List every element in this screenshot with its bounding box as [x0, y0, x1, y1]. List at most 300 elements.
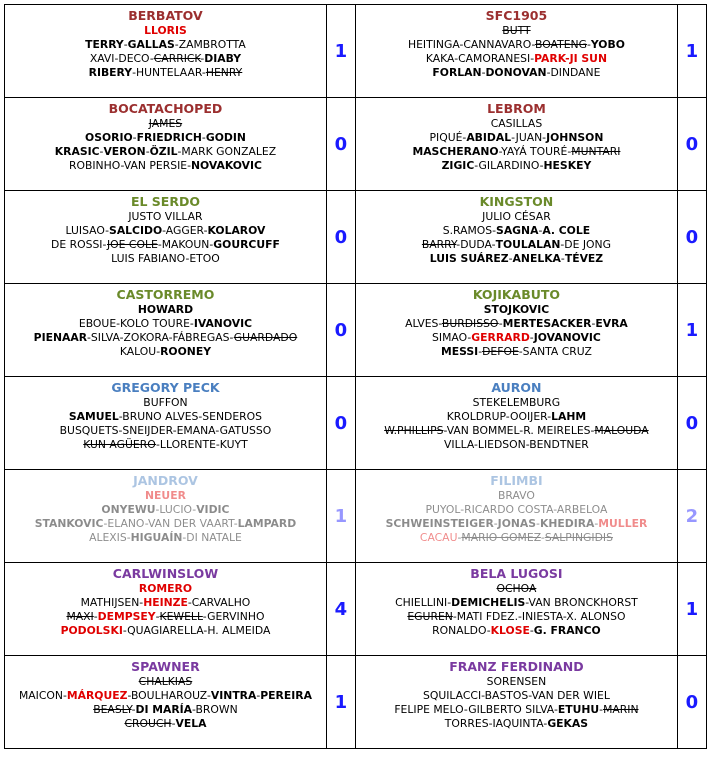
match-row: [5, 284, 707, 377]
player-name: STEKELEMBURG: [472, 396, 561, 409]
player-name: HEINZE: [143, 596, 188, 609]
separator: -: [594, 517, 599, 530]
away-team-cell: [355, 5, 677, 98]
away-score-cell: [677, 98, 706, 191]
player-name: YOBO: [590, 38, 625, 51]
player-name: DONOVAN: [485, 66, 547, 79]
player-name: PUYOL-RICARDO COSTA-ARBELOA: [425, 503, 608, 516]
player-name: XAVI-DECO-: [89, 52, 154, 65]
player-name: DEMICHELIS: [451, 596, 526, 609]
lineup-line: [356, 38, 677, 52]
away-team-cell: [355, 377, 677, 470]
player-name: BUSQUETS-SNEIJDER-EMANA-GATUSSO: [59, 424, 272, 437]
away-team-cell: [355, 656, 677, 749]
home-score-cell: [326, 98, 355, 191]
player-name: FRIEDRICH: [136, 131, 202, 144]
lineup-line: [5, 438, 326, 452]
player-name: FELIPE MELO-GILBERTO SILVA-: [394, 703, 558, 716]
fixtures-table: [4, 4, 707, 749]
lineup-line: [356, 131, 677, 145]
away-score-cell: [677, 470, 706, 563]
player-name: KLOSE: [490, 624, 530, 637]
lineup-line: [5, 396, 326, 410]
player-name: MATHIJSEN-: [80, 596, 144, 609]
separator: -: [538, 224, 543, 237]
lineup-line: [5, 117, 326, 131]
player-name: VILLA-LIEDSON-BENDTNER: [444, 438, 589, 451]
separator: -: [529, 331, 534, 344]
player-name: SORENSEN: [486, 675, 547, 688]
player-name: JUSTO VILLAR: [128, 210, 203, 223]
lineup-line: [356, 531, 677, 545]
home-team-cell: [5, 5, 327, 98]
lineup-line: [5, 252, 326, 266]
player-name: A. COLE: [542, 224, 591, 237]
player-name: LUIS FABIANO-ETOO: [111, 252, 220, 265]
player-name: KRASIC: [54, 145, 100, 158]
away-score: 0: [685, 412, 699, 434]
player-name: CASILLAS: [490, 117, 543, 130]
player-name: -DI NATALE: [182, 531, 242, 544]
separator: -: [201, 131, 206, 144]
home-team-cell: [5, 563, 327, 656]
lineup-line: [356, 410, 677, 424]
player-name: SCHWEINSTEIGER: [385, 517, 494, 530]
player-name: CHIELLINI-: [395, 596, 452, 609]
player-name: JONAS: [497, 517, 537, 530]
away-score: 0: [685, 691, 699, 713]
lineup-line: [356, 582, 677, 596]
separator: -: [508, 252, 513, 265]
lineup-line: [5, 624, 326, 638]
player-name-struck: KUN AGÜERO: [83, 438, 157, 451]
player-name: BUFFON: [143, 396, 188, 409]
lineup-line: [356, 345, 677, 359]
away-score: 0: [685, 133, 699, 155]
lineup-line: [356, 438, 677, 452]
away-score: 2: [685, 505, 699, 527]
player-name-struck: OCHOA: [496, 582, 537, 595]
home-team-name: SPAWNER: [131, 659, 200, 674]
player-name: ABIDAL: [466, 131, 512, 144]
player-name: MASCHERANO: [412, 145, 499, 158]
away-team-name: KOJIKABUTO: [472, 287, 561, 302]
player-name: PODOLSKI: [60, 624, 123, 637]
player-name: SIMAO-: [432, 331, 472, 344]
home-score: 0: [334, 133, 348, 155]
player-name: -GILARDINO-: [474, 159, 544, 172]
player-name: DE ROSSI-: [51, 238, 107, 251]
player-name-struck: W.PHILLIPS: [384, 424, 444, 437]
away-score-cell: [677, 656, 706, 749]
away-team-name: FILIMBI: [490, 473, 543, 488]
player-name: JOVANOVIC: [533, 331, 601, 344]
lineup-line: [356, 52, 677, 66]
lineup-line: [5, 52, 326, 66]
lineup-line: [356, 717, 677, 731]
player-name: -SANTA CRUZ: [518, 345, 592, 358]
home-team-name: CARLWINSLOW: [112, 566, 219, 581]
lineup-line: [356, 317, 677, 331]
separator: -: [586, 38, 591, 51]
player-name: -MARK GONZALEZ: [177, 145, 277, 158]
player-name: -MATI FDEZ.-INIESTA-X. ALONSO: [452, 610, 626, 623]
lineup-line: [5, 717, 326, 731]
player-name: VIDIC: [196, 503, 230, 516]
lineup-line: [5, 210, 326, 224]
player-name: S.RAMOS-: [442, 224, 497, 237]
lineup-line: [356, 703, 677, 717]
player-name-struck: KEWELL: [159, 610, 203, 623]
player-name: -VAN BOMMEL-R. MEIRELES-: [443, 424, 595, 437]
home-score: 1: [334, 40, 348, 62]
lineup-line: [5, 675, 326, 689]
player-name: ALEXIS-: [89, 531, 131, 544]
player-name: -YAYÁ TOURÉ-: [498, 145, 572, 158]
player-name: -CARVALHO: [187, 596, 251, 609]
lineup-line: [5, 38, 326, 52]
lineup-line: [356, 303, 677, 317]
player-name: ÖZIL: [149, 145, 178, 158]
separator: -: [481, 66, 486, 79]
match-row: [5, 656, 707, 749]
player-name: GERRARD: [471, 331, 530, 344]
away-score-cell: [677, 5, 706, 98]
separator: -: [599, 703, 604, 716]
lineup-line: [5, 159, 326, 173]
home-score: 4: [334, 598, 348, 620]
lineup-line: [5, 238, 326, 252]
player-name: HOWARD: [137, 303, 194, 316]
home-team-name: JANDROV: [133, 473, 198, 488]
home-team-cell: [5, 98, 327, 191]
home-score: 1: [334, 691, 348, 713]
player-name-struck: MARIO GOMEZ: [461, 531, 541, 544]
separator: -: [457, 531, 462, 544]
player-name: -ELANO-VAN DER VAART-: [103, 517, 238, 530]
lineup-line: [5, 345, 326, 359]
lineup-line: [5, 689, 326, 703]
player-name: BRAVO: [498, 489, 535, 502]
away-team-name: FRANZ FERDINAND: [449, 659, 584, 674]
player-name: ALVES-: [405, 317, 442, 330]
player-name: -DUDA-: [456, 238, 496, 251]
home-score-cell: [326, 5, 355, 98]
player-name: VINTRA: [210, 689, 257, 702]
player-name: KROLDRUP-OOIJER-: [446, 410, 552, 423]
player-name-struck: MUNTARI: [571, 145, 621, 158]
away-team-cell: [355, 284, 677, 377]
player-name: -MAKOUN-: [157, 238, 214, 251]
player-name: -QUAGIARELLA-H. ALMEIDA: [122, 624, 271, 637]
player-name: EVRA: [595, 317, 628, 330]
player-name: LUISAO-: [65, 224, 110, 237]
separator: -: [155, 610, 160, 623]
lineup-line: [5, 531, 326, 545]
home-team-name: BERBATOV: [128, 8, 203, 23]
away-team-name: KINGSTON: [479, 194, 554, 209]
player-name: LLORIS: [144, 24, 187, 37]
away-score: 0: [685, 226, 699, 248]
away-team-name: BELA LUGOSI: [470, 566, 563, 581]
separator: -: [591, 317, 596, 330]
home-score-cell: [326, 470, 355, 563]
home-team-cell: [5, 191, 327, 284]
separator: -: [560, 252, 565, 265]
player-name: MULLER: [598, 517, 648, 530]
match-row: [5, 470, 707, 563]
separator: -: [540, 531, 545, 544]
player-name: -BRUNO ALVES-SENDEROS: [118, 410, 263, 423]
away-team-cell: [355, 191, 677, 284]
player-name: CACAU: [419, 531, 458, 544]
lineup-line: [356, 252, 677, 266]
player-name-struck: DEFOE: [482, 345, 519, 358]
player-name: RIBERY: [88, 66, 133, 79]
away-score-cell: [677, 563, 706, 656]
player-name: ONYEWU: [101, 503, 156, 516]
away-team-cell: [355, 470, 677, 563]
player-name: ETUHU: [557, 703, 600, 716]
player-name-struck: BOATENG: [535, 38, 587, 51]
player-name: ROBINHO-VAN PERSIE-: [68, 159, 191, 172]
player-name: JULIO CÉSAR: [482, 210, 551, 223]
player-name: HIGUAÍN: [130, 531, 183, 544]
away-score: 1: [685, 40, 699, 62]
player-name: DEMPSEY: [97, 610, 156, 623]
lineup-line: [356, 224, 677, 238]
separator: -: [99, 145, 104, 158]
player-name: -DE JONG: [560, 238, 611, 251]
player-name: STANKOVIC: [34, 517, 104, 530]
lineup-line: [356, 489, 677, 503]
lineup-line: [356, 238, 677, 252]
away-score-cell: [677, 284, 706, 377]
lineup-line: [5, 331, 326, 345]
player-name: KAKA-CAMORANESI-: [425, 52, 535, 65]
player-name: SAMUEL: [68, 410, 119, 423]
player-name: VELA: [175, 717, 207, 730]
player-name: MERTESACKER: [502, 317, 592, 330]
player-name: GALLAS: [127, 38, 175, 51]
lineup-line: [356, 689, 677, 703]
player-name: ZIGIC: [441, 159, 475, 172]
separator: -: [536, 517, 540, 530]
home-team-cell: [5, 470, 327, 563]
lineup-line: [5, 131, 326, 145]
player-name: STOJKOVIC: [483, 303, 550, 316]
player-name: ROONEY: [160, 345, 212, 358]
separator: -: [93, 610, 98, 623]
player-name: LAMPARD: [237, 517, 297, 530]
separator: -: [123, 38, 128, 51]
home-team-name: BOCATACHOPED: [108, 101, 223, 116]
lineup-line: [5, 224, 326, 238]
lineup-line: [356, 145, 677, 159]
away-score-cell: [677, 377, 706, 470]
lineup-line: [356, 503, 677, 517]
player-name-struck: JOE COLE: [107, 238, 158, 251]
lineup-line: [5, 303, 326, 317]
lineup-line: [5, 66, 326, 80]
player-name: -GERVINHO: [202, 610, 265, 623]
lineup-line: [356, 159, 677, 173]
player-name: DI MARÍA: [135, 703, 193, 716]
match-row: [5, 191, 707, 284]
player-name: LUIS SUÁREZ: [429, 252, 509, 265]
lineup-line: [356, 424, 677, 438]
player-name: RONALDO-: [432, 624, 491, 637]
player-name: -BOULHAROUZ-: [127, 689, 211, 702]
home-team-cell: [5, 284, 327, 377]
player-name-struck: BEASLY: [93, 703, 132, 716]
player-name: OSORIO: [85, 131, 133, 144]
player-name: PARK-JI SUN: [534, 52, 607, 65]
home-score-cell: [326, 563, 355, 656]
player-name-struck: BARRY: [421, 238, 457, 251]
player-name-struck: EGUREN: [407, 610, 453, 623]
player-name: SALCIDO: [109, 224, 163, 237]
player-name: ANELKA: [512, 252, 561, 265]
player-name-struck: BURDISSO: [441, 317, 499, 330]
away-team-cell: [355, 98, 677, 191]
lineup-line: [5, 489, 326, 503]
player-name: -SILVA-ZOKORA-FÁBREGAS-: [87, 331, 234, 344]
separator: -: [529, 624, 534, 637]
lineup-line: [5, 410, 326, 424]
player-name: KHEDIRA: [539, 517, 595, 530]
player-name-struck: MAXI: [66, 610, 94, 623]
player-name: -DINDANE: [546, 66, 601, 79]
lineup-line: [5, 503, 326, 517]
home-team-name: CASTORREMO: [116, 287, 215, 302]
player-name: PIQUÉ-: [429, 131, 467, 144]
away-team-name: AURON: [491, 380, 542, 395]
separator: -: [256, 689, 261, 702]
player-name: -BROWN: [192, 703, 238, 716]
player-name: PEREIRA: [260, 689, 312, 702]
player-name: GEKAS: [547, 717, 589, 730]
player-name-struck: GUARDADO: [233, 331, 298, 344]
player-name: MESSI: [440, 345, 479, 358]
home-score: 0: [334, 412, 348, 434]
player-name: SQUILACCI-BASTOS-VAN DER WIEL: [422, 689, 610, 702]
lineup-line: [5, 596, 326, 610]
player-name: NOVAKOVIC: [190, 159, 262, 172]
separator: -: [498, 317, 503, 330]
away-score-cell: [677, 191, 706, 284]
lineup-line: [356, 610, 677, 624]
lineup-line: [356, 517, 677, 531]
player-name-struck: MARIN: [603, 703, 639, 716]
player-name: JOHNSON: [546, 131, 604, 144]
player-name: TORRES-IAQUINTA-: [444, 717, 548, 730]
player-name-struck: HENRY: [205, 66, 243, 79]
lineup-line: [356, 117, 677, 131]
lineup-line: [356, 396, 677, 410]
separator: -: [493, 517, 498, 530]
home-score-cell: [326, 284, 355, 377]
player-name-struck: CROUCH: [124, 717, 172, 730]
lineup-line: [5, 24, 326, 38]
lineup-line: [356, 624, 677, 638]
player-name: LAHM: [551, 410, 587, 423]
lineup-line: [356, 24, 677, 38]
player-name: VERON: [103, 145, 146, 158]
home-score: 1: [334, 505, 348, 527]
player-name: MÁRQUEZ: [66, 689, 128, 702]
player-name: SAGNA: [496, 224, 539, 237]
home-team-name: GREGORY PECK: [111, 380, 220, 395]
lineup-line: [356, 675, 677, 689]
player-name: -AGGER-: [162, 224, 208, 237]
lineup-line: [356, 66, 677, 80]
player-name: -VAN BRONCKHORST: [525, 596, 638, 609]
player-name: DIABY: [204, 52, 242, 65]
player-name: -JUAN-: [511, 131, 547, 144]
player-name: ROMERO: [138, 582, 192, 595]
player-name: -HUNTELAAR-: [132, 66, 206, 79]
player-name-struck: MALOUDA: [594, 424, 649, 437]
home-score: 0: [334, 226, 348, 248]
lineup-line: [356, 210, 677, 224]
match-row: [5, 5, 707, 98]
separator: -: [131, 703, 136, 716]
player-name: -ZAMBROTTA: [174, 38, 246, 51]
fixtures-body: [5, 5, 707, 749]
lineup-line: [5, 703, 326, 717]
match-row: [5, 98, 707, 191]
away-team-name: LEBROM: [487, 101, 546, 116]
player-name: NEUER: [145, 489, 186, 502]
home-score-cell: [326, 377, 355, 470]
away-team-name: SFC1905: [485, 8, 548, 23]
player-name: KALOU-: [119, 345, 161, 358]
player-name: GOURCUFF: [213, 238, 280, 251]
player-name: HEITINGA-CANNAVARO-: [407, 38, 536, 51]
home-score-cell: [326, 191, 355, 284]
match-row: [5, 377, 707, 470]
player-name: GODIN: [205, 131, 246, 144]
player-name: IVANOVIC: [193, 317, 253, 330]
player-name: HESKEY: [543, 159, 592, 172]
player-name: TOULALAN: [495, 238, 561, 251]
lineup-line: [356, 596, 677, 610]
player-name: KOLAROV: [207, 224, 266, 237]
match-row: [5, 563, 707, 656]
away-score: 1: [685, 598, 699, 620]
away-score: 1: [685, 319, 699, 341]
player-name-struck: JAMES: [148, 117, 183, 130]
player-name: EBOUE-KOLO TOURE-: [78, 317, 194, 330]
home-team-cell: [5, 656, 327, 749]
player-name-struck: CHALKIAS: [138, 675, 193, 688]
lineup-line: [5, 582, 326, 596]
player-name-struck: BUTT: [502, 24, 531, 37]
home-team-cell: [5, 377, 327, 470]
home-team-name: EL SERDO: [130, 194, 200, 209]
away-team-cell: [355, 563, 677, 656]
lineup-line: [5, 610, 326, 624]
lineup-line: [5, 317, 326, 331]
player-name: TÉVEZ: [564, 252, 604, 265]
lineup-line: [5, 145, 326, 159]
home-score-cell: [326, 656, 355, 749]
player-name: G. FRANCO: [533, 624, 601, 637]
separator: -: [145, 145, 150, 158]
player-name: MAICON-: [18, 689, 67, 702]
player-name: TERRY: [85, 38, 124, 51]
